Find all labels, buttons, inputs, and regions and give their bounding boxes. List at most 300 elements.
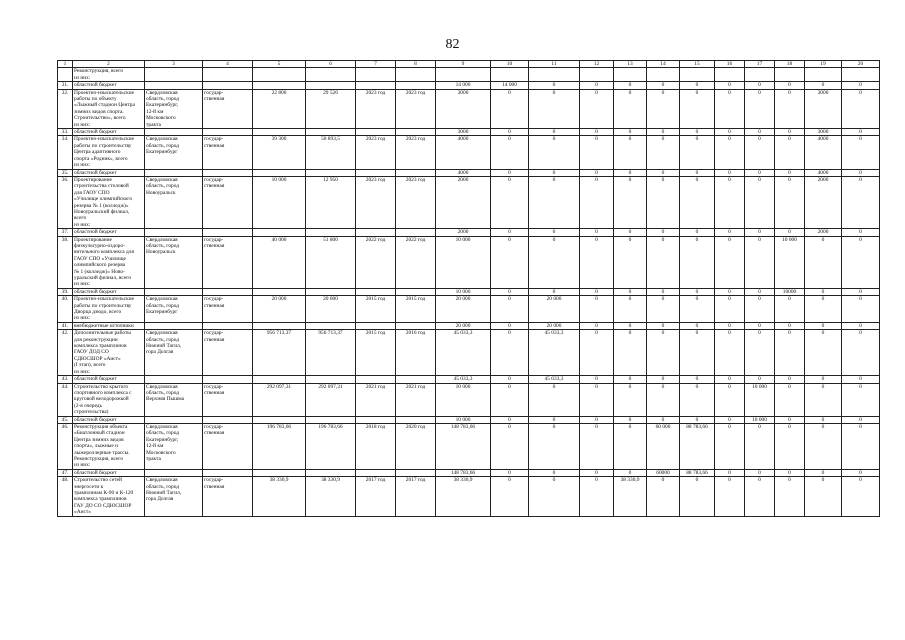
estimated-cost-cell xyxy=(253,376,306,383)
funding-value-cell: 10 000 xyxy=(775,236,805,288)
cost-current-prices-cell xyxy=(306,229,356,236)
ownership-cell: государ- ственная xyxy=(203,477,253,516)
funding-value-cell: 0 xyxy=(715,169,745,176)
ownership-cell xyxy=(203,376,253,383)
construction-end-cell: 2023 год xyxy=(396,89,436,128)
funding-value-cell: 0 xyxy=(805,322,842,329)
funding-value-cell: 0 xyxy=(580,296,614,323)
object-name-cell: Проектирование физкультурно-оздоро- вительного комплекса для ГАОУ СПО «Училище олимпийского резерва № 1 (колледж)» Ново- уральский филиал, всего из них: xyxy=(73,236,145,288)
object-name-cell: Реконструкция объекта «Биатлонный стадион Центра зимних видов спорта», лыжные и лыжероллерные трассы. Реконструкция, всего из них: xyxy=(73,423,145,469)
funding-value-cell: 0 xyxy=(775,330,805,376)
estimated-cost-cell: 20 000 xyxy=(253,296,306,323)
construction-start-cell: 2017 год xyxy=(356,477,396,516)
funding-value-cell: 0 xyxy=(580,322,614,329)
column-header: 6 xyxy=(306,61,356,68)
funding-value-cell: 10 000 xyxy=(745,416,775,423)
funding-value-cell: 0 xyxy=(745,236,775,288)
location-cell: Свердловская область, город Верхняя Пышма xyxy=(145,383,203,416)
column-header: 11 xyxy=(529,61,580,68)
column-header: 2 xyxy=(73,61,145,68)
funding-value-cell: 0 xyxy=(647,383,680,416)
funding-value-cell: 88 783,66 xyxy=(680,469,715,476)
funding-value-cell: 0 xyxy=(680,383,715,416)
funding-value-cell: 0 xyxy=(614,288,647,295)
funding-value-cell: 0 xyxy=(745,129,775,136)
column-header: 5 xyxy=(253,61,306,68)
funding-value-cell: 0 xyxy=(775,129,805,136)
construction-start-cell xyxy=(356,376,396,383)
funding-value-cell: 0 xyxy=(775,322,805,329)
funding-value-cell: 60000 xyxy=(647,469,680,476)
estimated-cost-cell xyxy=(253,129,306,136)
funding-value-cell: 0 xyxy=(842,176,880,228)
row-number-cell: 42. xyxy=(58,330,73,376)
location-cell: Свердловская область, город Нижний Тагил, гора Долгая xyxy=(145,477,203,516)
object-name-cell: Проектно-изыскательские работы по строительству Центра адаптивного спорта «Родник», всего из них: xyxy=(73,136,145,169)
construction-start-cell xyxy=(356,469,396,476)
estimated-cost-cell xyxy=(253,82,306,89)
funding-value-cell: 0 xyxy=(580,169,614,176)
funding-value-cell: 0 xyxy=(715,416,745,423)
funding-value-cell: 0 xyxy=(745,89,775,128)
object-name-cell: областной бюджет xyxy=(73,416,145,423)
column-header: 19 xyxy=(805,61,842,68)
funding-value-cell: 10 000 xyxy=(436,236,491,288)
funding-value-cell: 0 xyxy=(805,376,842,383)
construction-end-cell xyxy=(396,229,436,236)
funding-value-cell: 0 xyxy=(614,136,647,169)
funding-value-cell: 0 xyxy=(614,129,647,136)
table-row xyxy=(58,68,880,82)
funding-value-cell: 0 xyxy=(580,416,614,423)
funding-value-cell: 2000 xyxy=(805,229,842,236)
funding-value-cell: 0 xyxy=(775,169,805,176)
funding-value-cell: 0 xyxy=(745,229,775,236)
funding-value-cell: 0 xyxy=(580,89,614,128)
funding-value-cell: 0 xyxy=(647,477,680,516)
funding-value-cell: 0 xyxy=(491,330,529,376)
ownership-cell xyxy=(203,229,253,236)
funding-value-cell: 0 xyxy=(529,176,580,228)
funding-value-cell: 0 xyxy=(614,296,647,323)
funding-value-cell: 0 xyxy=(680,169,715,176)
estimated-cost-cell: 22 800 xyxy=(253,89,306,128)
funding-value-cell: 0 xyxy=(647,129,680,136)
column-header: 7 xyxy=(356,61,396,68)
construction-start-cell: 2015 год xyxy=(356,330,396,376)
funding-value-cell: 3000 xyxy=(805,89,842,128)
table-row xyxy=(58,376,880,383)
funding-value-cell: 0 xyxy=(745,330,775,376)
column-header: 15 xyxy=(680,61,715,68)
cost-current-prices-cell xyxy=(306,68,356,82)
funding-value-cell: 0 xyxy=(580,288,614,295)
funding-value-cell: 0 xyxy=(842,330,880,376)
estimated-cost-cell: 956 713,37 xyxy=(253,330,306,376)
ownership-cell xyxy=(203,169,253,176)
funding-value-cell: 148 783,66 xyxy=(436,469,491,476)
funding-value-cell: 0 xyxy=(715,129,745,136)
funding-value-cell: 0 xyxy=(614,423,647,469)
funding-value-cell: 20 000 xyxy=(436,296,491,323)
construction-end-cell xyxy=(396,169,436,176)
funding-value-cell: 0 xyxy=(491,236,529,288)
row-number-cell: 41. xyxy=(58,322,73,329)
table-body xyxy=(58,68,880,516)
row-number-cell: 32. xyxy=(58,89,73,128)
row-number-cell xyxy=(58,68,73,82)
funding-value-cell: 0 xyxy=(580,82,614,89)
object-name-cell: областной бюджет xyxy=(73,229,145,236)
cost-current-prices-cell xyxy=(306,416,356,423)
construction-start-cell: 2022 год xyxy=(356,236,396,288)
row-number-cell: 45. xyxy=(58,416,73,423)
funding-value-cell: 0 xyxy=(805,469,842,476)
object-name-cell: областной бюджет xyxy=(73,129,145,136)
funding-value-cell xyxy=(745,68,775,82)
funding-value-cell: 0 xyxy=(745,469,775,476)
funding-value-cell: 0 xyxy=(715,330,745,376)
row-number-cell: 48. xyxy=(58,477,73,516)
construction-end-cell: 2023 год xyxy=(396,136,436,169)
table-row xyxy=(58,229,880,236)
table-row xyxy=(58,129,880,136)
funding-value-cell: 0 xyxy=(491,136,529,169)
cost-current-prices-cell xyxy=(306,169,356,176)
funding-value-cell: 0 xyxy=(529,136,580,169)
object-name-cell: Проектно-изыскательские работы по строительству Дворца дзюдо, всего из них: xyxy=(73,296,145,323)
cost-current-prices-cell xyxy=(306,322,356,329)
funding-value-cell: 0 xyxy=(842,169,880,176)
ownership-cell xyxy=(203,322,253,329)
estimated-cost-cell: 10 000 xyxy=(253,176,306,228)
funding-value-cell xyxy=(580,68,614,82)
funding-value-cell: 0 xyxy=(842,376,880,383)
table-row xyxy=(58,416,880,423)
funding-value-cell: 20 000 xyxy=(529,296,580,323)
object-name-cell: Реконструкция, всего из них: xyxy=(73,68,145,82)
row-number-cell: 46. xyxy=(58,423,73,469)
construction-end-cell: 2023 год xyxy=(396,176,436,228)
table-row xyxy=(58,169,880,176)
funding-value-cell xyxy=(680,68,715,82)
funding-value-cell xyxy=(647,68,680,82)
cost-current-prices-cell: 196 783,66 xyxy=(306,423,356,469)
funding-value-cell xyxy=(529,68,580,82)
funding-value-cell: 0 xyxy=(614,330,647,376)
budget-table xyxy=(57,60,880,517)
funding-value-cell: 2000 xyxy=(805,176,842,228)
funding-value-cell: 0 xyxy=(580,129,614,136)
funding-value-cell: 0 xyxy=(647,136,680,169)
funding-value-cell: 10 000 xyxy=(745,383,775,416)
funding-value-cell: 0 xyxy=(680,296,715,323)
construction-end-cell xyxy=(396,469,436,476)
funding-value-cell: 0 xyxy=(529,477,580,516)
table-row xyxy=(58,469,880,476)
funding-value-cell: 0 xyxy=(647,82,680,89)
construction-end-cell: 2021 год xyxy=(396,383,436,416)
row-number-cell: 36. xyxy=(58,176,73,228)
location-cell xyxy=(145,416,203,423)
funding-value-cell: 0 xyxy=(491,376,529,383)
funding-value-cell: 0 xyxy=(491,322,529,329)
funding-value-cell: 0 xyxy=(715,383,745,416)
funding-value-cell: 0 xyxy=(647,176,680,228)
funding-value-cell: 0 xyxy=(491,383,529,416)
funding-value-cell: 0 xyxy=(529,236,580,288)
funding-value-cell: 0 xyxy=(745,136,775,169)
funding-value-cell: 45 033,3 xyxy=(436,330,491,376)
funding-value-cell: 4000 xyxy=(805,136,842,169)
funding-value-cell: 10 000 xyxy=(436,416,491,423)
funding-value-cell: 0 xyxy=(745,176,775,228)
row-number-cell: 44. xyxy=(58,383,73,416)
table-row xyxy=(58,423,880,469)
column-header: 9 xyxy=(436,61,491,68)
construction-start-cell xyxy=(356,288,396,295)
funding-value-cell: 0 xyxy=(529,89,580,128)
ownership-cell: государ- ственная xyxy=(203,89,253,128)
row-number-cell: 47. xyxy=(58,469,73,476)
construction-end-cell xyxy=(396,288,436,295)
funding-value-cell: 0 xyxy=(580,229,614,236)
funding-value-cell: 14 000 xyxy=(491,82,529,89)
funding-value-cell: 0 xyxy=(529,469,580,476)
funding-value-cell: 0 xyxy=(580,376,614,383)
ownership-cell: государ- ственная xyxy=(203,236,253,288)
funding-value-cell: 0 xyxy=(614,236,647,288)
row-number-cell: 31. xyxy=(58,82,73,89)
funding-value-cell: 0 xyxy=(491,169,529,176)
funding-value-cell: 0 xyxy=(614,89,647,128)
header-row xyxy=(58,61,880,68)
location-cell xyxy=(145,82,203,89)
table-row xyxy=(58,236,880,288)
column-header: 18 xyxy=(775,61,805,68)
cost-current-prices-cell: 956 713,37 xyxy=(306,330,356,376)
estimated-cost-cell xyxy=(253,288,306,295)
column-header: 8 xyxy=(396,61,436,68)
cost-current-prices-cell: 12 950 xyxy=(306,176,356,228)
location-cell xyxy=(145,469,203,476)
funding-value-cell: 0 xyxy=(842,89,880,128)
funding-value-cell: 0 xyxy=(647,376,680,383)
funding-value-cell: 0 xyxy=(614,376,647,383)
table-row xyxy=(58,477,880,516)
funding-value-cell: 0 xyxy=(775,229,805,236)
cost-current-prices-cell: 20 000 xyxy=(306,296,356,323)
funding-value-cell: 0 xyxy=(529,229,580,236)
construction-end-cell: 2022 год xyxy=(396,236,436,288)
object-name-cell: областной бюджет xyxy=(73,82,145,89)
row-number-cell: 40. xyxy=(58,296,73,323)
cost-current-prices-cell: 292 097,31 xyxy=(306,383,356,416)
funding-value-cell: 0 xyxy=(614,469,647,476)
funding-value-cell: 0 xyxy=(647,416,680,423)
funding-value-cell: 0 xyxy=(745,296,775,323)
funding-value-cell: 0 xyxy=(842,477,880,516)
funding-value-cell: 0 xyxy=(680,288,715,295)
funding-value-cell: 4000 xyxy=(436,169,491,176)
estimated-cost-cell xyxy=(253,322,306,329)
funding-value-cell: 0 xyxy=(680,376,715,383)
estimated-cost-cell xyxy=(253,469,306,476)
funding-value-cell: 3000 xyxy=(436,89,491,128)
funding-value-cell: 0 xyxy=(715,236,745,288)
funding-value-cell: 0 xyxy=(529,423,580,469)
location-cell: Свердловская область, город Екатеринбург, 12-й км Московского тракта xyxy=(145,89,203,128)
construction-start-cell xyxy=(356,68,396,82)
column-header: 4 xyxy=(203,61,253,68)
location-cell xyxy=(145,129,203,136)
funding-value-cell: 38 330,9 xyxy=(436,477,491,516)
funding-value-cell: 0 xyxy=(614,176,647,228)
object-name-cell: Проектно-изыскательские работы по объекту «Лыжный стадион Центра зимних видов спорта. Строительство», всего из них: xyxy=(73,89,145,128)
object-name-cell: Проектирование строительства столовой для ГАОУ СПО «Училище олимпийского резерва № 1 (колледж)» Новоуральский филиал, всего из них: xyxy=(73,176,145,228)
funding-value-cell: 3000 xyxy=(805,129,842,136)
table-row xyxy=(58,383,880,416)
funding-value-cell: 0 xyxy=(614,82,647,89)
column-header: 20 xyxy=(842,61,880,68)
construction-end-cell xyxy=(396,376,436,383)
funding-value-cell: 0 xyxy=(580,136,614,169)
funding-value-cell: 0 xyxy=(491,89,529,128)
funding-value-cell: 0 xyxy=(842,136,880,169)
funding-value-cell: 20 000 xyxy=(529,322,580,329)
funding-value-cell: 0 xyxy=(580,423,614,469)
location-cell: Свердловская область, город Новоуральск xyxy=(145,236,203,288)
funding-value-cell xyxy=(436,68,491,82)
column-header: 3 xyxy=(145,61,203,68)
funding-value-cell: 0 xyxy=(680,129,715,136)
funding-value-cell: 45 033,3 xyxy=(529,376,580,383)
estimated-cost-cell xyxy=(253,68,306,82)
column-header: 12 xyxy=(580,61,614,68)
funding-value-cell: 0 xyxy=(715,477,745,516)
funding-value-cell: 0 xyxy=(775,89,805,128)
construction-start-cell xyxy=(356,82,396,89)
cost-current-prices-cell: 38 330,9 xyxy=(306,477,356,516)
funding-value-cell: 0 xyxy=(745,477,775,516)
funding-value-cell: 0 xyxy=(580,236,614,288)
funding-value-cell xyxy=(775,68,805,82)
funding-value-cell: 2000 xyxy=(436,229,491,236)
table-row xyxy=(58,330,880,376)
funding-value-cell: 0 xyxy=(775,469,805,476)
funding-value-cell: 0 xyxy=(680,416,715,423)
construction-end-cell: 2017 год xyxy=(396,477,436,516)
funding-value-cell: 0 xyxy=(715,296,745,323)
funding-value-cell xyxy=(842,68,880,82)
funding-value-cell: 60 000 xyxy=(647,423,680,469)
object-name-cell: внебюджетные источники xyxy=(73,322,145,329)
cost-current-prices-cell: 29 526 xyxy=(306,89,356,128)
construction-start-cell: 2023 год xyxy=(356,176,396,228)
funding-value-cell: 10 000 xyxy=(436,288,491,295)
location-cell xyxy=(145,169,203,176)
estimated-cost-cell xyxy=(253,169,306,176)
construction-start-cell xyxy=(356,229,396,236)
location-cell xyxy=(145,288,203,295)
column-header: 17 xyxy=(745,61,775,68)
funding-value-cell: 4000 xyxy=(805,169,842,176)
construction-start-cell xyxy=(356,322,396,329)
funding-value-cell: 20 000 xyxy=(436,322,491,329)
construction-start-cell: 2018 год xyxy=(356,423,396,469)
funding-value-cell: 0 xyxy=(647,229,680,236)
funding-value-cell: 0 xyxy=(842,82,880,89)
funding-value-cell: 0 xyxy=(614,169,647,176)
funding-value-cell: 0 xyxy=(491,129,529,136)
funding-value-cell: 0 xyxy=(842,416,880,423)
row-number-cell: 37. xyxy=(58,229,73,236)
estimated-cost-cell: 39 300 xyxy=(253,136,306,169)
estimated-cost-cell xyxy=(253,229,306,236)
construction-start-cell xyxy=(356,169,396,176)
ownership-cell: государ- ственная xyxy=(203,383,253,416)
funding-value-cell: 3000 xyxy=(436,129,491,136)
funding-value-cell: 0 xyxy=(529,383,580,416)
funding-value-cell: 0 xyxy=(680,330,715,376)
funding-value-cell: 0 xyxy=(805,383,842,416)
funding-value-cell: 0 xyxy=(745,423,775,469)
funding-value-cell: 45 033,3 xyxy=(529,330,580,376)
funding-value-cell: 0 xyxy=(805,296,842,323)
construction-end-cell xyxy=(396,82,436,89)
funding-value-cell: 10000 xyxy=(775,288,805,295)
ownership-cell: государ- ственная xyxy=(203,176,253,228)
funding-value-cell: 0 xyxy=(491,288,529,295)
funding-value-cell: 0 xyxy=(647,89,680,128)
row-number-cell: 39. xyxy=(58,288,73,295)
column-header: 13 xyxy=(614,61,647,68)
funding-value-cell: 0 xyxy=(680,176,715,228)
object-name-cell: Дополнительные работы для реконструкции комплекса трамплинов ГАОУ ДОД СО СДЮСШОР «Аист» (I этап), всего из них: xyxy=(73,330,145,376)
row-number-cell: 35. xyxy=(58,169,73,176)
funding-value-cell: 0 xyxy=(775,383,805,416)
funding-value-cell: 0 xyxy=(842,322,880,329)
estimated-cost-cell xyxy=(253,416,306,423)
construction-end-cell: 2016 год xyxy=(396,330,436,376)
funding-value-cell: 0 xyxy=(745,82,775,89)
funding-value-cell: 0 xyxy=(647,236,680,288)
funding-value-cell: 0 xyxy=(491,469,529,476)
ownership-cell: государ- ственная xyxy=(203,136,253,169)
funding-value-cell: 0 xyxy=(745,322,775,329)
funding-value-cell: 14 000 xyxy=(436,82,491,89)
funding-value-cell: 0 xyxy=(775,423,805,469)
table-row xyxy=(58,82,880,89)
row-number-cell: 33. xyxy=(58,129,73,136)
funding-value-cell: 0 xyxy=(529,288,580,295)
construction-end-cell xyxy=(396,68,436,82)
funding-value-cell: 0 xyxy=(680,136,715,169)
funding-value-cell: 0 xyxy=(775,82,805,89)
funding-value-cell: 0 xyxy=(775,376,805,383)
funding-value-cell: 0 xyxy=(529,129,580,136)
funding-value-cell: 0 xyxy=(842,469,880,476)
construction-start-cell: 2015 год xyxy=(356,296,396,323)
funding-value-cell: 0 xyxy=(745,376,775,383)
row-number-cell: 34. xyxy=(58,136,73,169)
funding-value-cell: 0 xyxy=(842,288,880,295)
funding-value-cell: 0 xyxy=(647,296,680,323)
funding-value-cell: 0 xyxy=(775,136,805,169)
funding-value-cell: 0 xyxy=(680,322,715,329)
ownership-cell xyxy=(203,416,253,423)
ownership-cell xyxy=(203,129,253,136)
